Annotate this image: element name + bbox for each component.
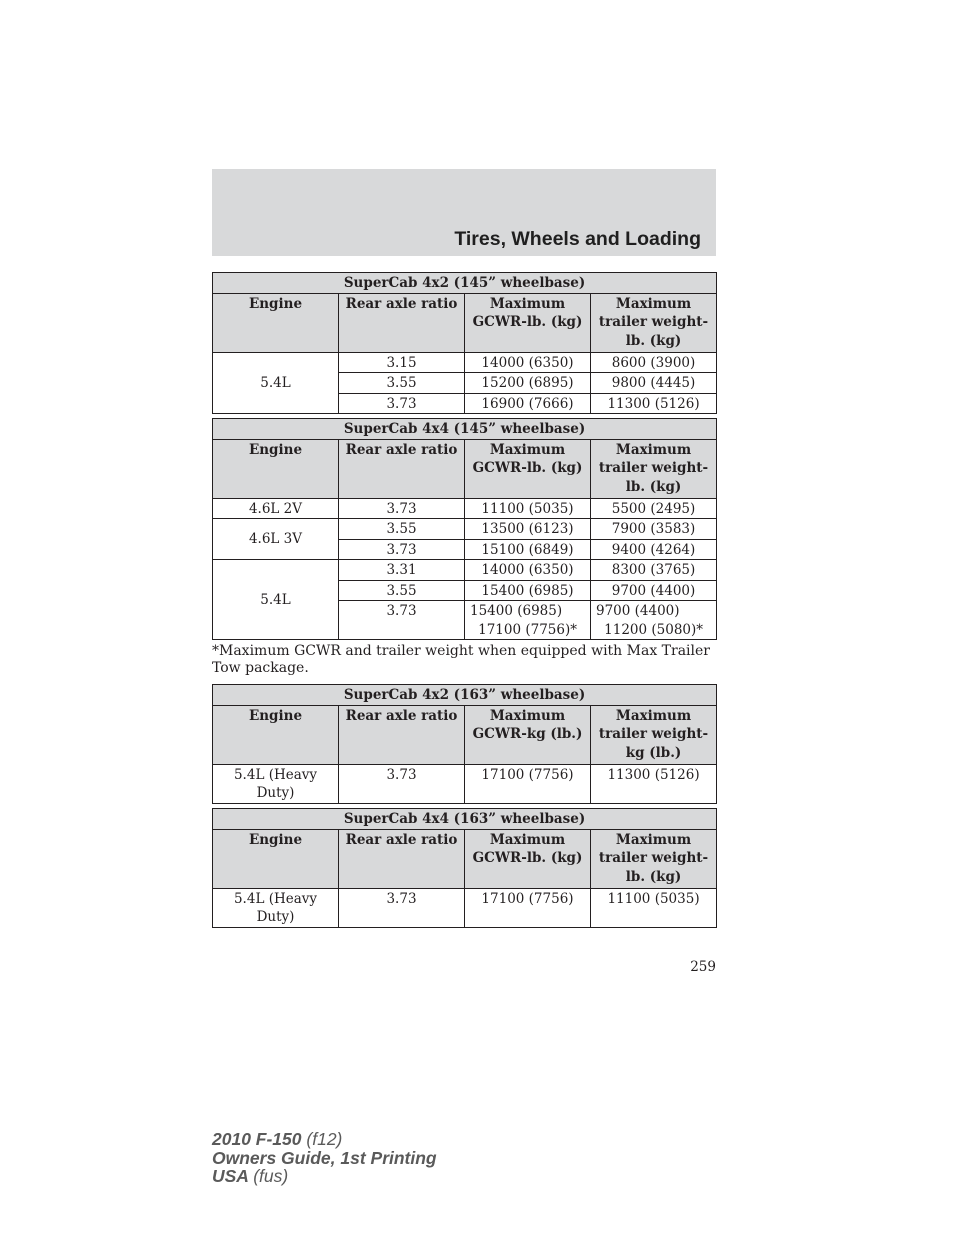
table-row bbox=[213, 519, 717, 540]
column-header: Maximum GCWR-lb. (kg) bbox=[465, 293, 591, 352]
column-header: Maximum trailer weight-kg (lb.) bbox=[591, 705, 717, 764]
ratio-cell: 3.15 bbox=[339, 352, 465, 373]
table-supercab-4x2-145 bbox=[212, 272, 717, 414]
ratio-cell: 3.55 bbox=[339, 519, 465, 540]
trailer-cell: 11300 (5126) bbox=[591, 393, 717, 414]
trailer-cell bbox=[591, 601, 717, 640]
footer-market-code: (fus) bbox=[253, 1166, 289, 1186]
ratio-cell: 3.73 bbox=[339, 393, 465, 414]
footer-model: 2010 F-150 bbox=[212, 1129, 302, 1149]
ratio-cell: 3.73 bbox=[339, 888, 465, 927]
trailer-cell: 7900 (3583) bbox=[591, 519, 717, 540]
ratio-cell: 3.73 bbox=[339, 539, 465, 560]
trailer-cell: 9800 (4445) bbox=[591, 373, 717, 394]
table-caption: SuperCab 4x2 (145” wheelbase) bbox=[213, 273, 717, 294]
column-header: Maximum GCWR-kg (lb.) bbox=[465, 705, 591, 764]
trailer-cell: 8600 (3900) bbox=[591, 352, 717, 373]
gcwr-cell: 17100 (7756) bbox=[465, 764, 591, 803]
gcwr-cell: 14000 (6350) bbox=[465, 352, 591, 373]
engine-cell: 4.6L 3V bbox=[213, 519, 339, 560]
table-row bbox=[213, 888, 717, 927]
trailer-cell: 11100 (5035) bbox=[591, 888, 717, 927]
column-header: Maximum GCWR-lb. (kg) bbox=[465, 439, 591, 498]
gcwr-standard: 15400 (6985) bbox=[470, 603, 563, 619]
trailer-cell: 9400 (4264) bbox=[591, 539, 717, 560]
table-row bbox=[213, 352, 717, 373]
column-header: Rear axle ratio bbox=[339, 439, 465, 498]
footer-model-code: (f12) bbox=[306, 1129, 343, 1149]
section-header-band bbox=[212, 169, 716, 256]
footer-line-edition: Owners Guide, 1st Printing bbox=[212, 1147, 437, 1168]
table-row bbox=[213, 560, 717, 581]
ratio-cell: 3.73 bbox=[339, 601, 465, 640]
engine-cell: 5.4L bbox=[213, 352, 339, 414]
table-caption: SuperCab 4x4 (145” wheelbase) bbox=[213, 419, 717, 440]
gcwr-cell: 13500 (6123) bbox=[465, 519, 591, 540]
column-header: Engine bbox=[213, 293, 339, 352]
column-header: Maximum trailer weight-lb. (kg) bbox=[591, 829, 717, 888]
trailer-standard: 9700 (4400) bbox=[596, 603, 680, 619]
gcwr-cell: 16900 (7666) bbox=[465, 393, 591, 414]
gcwr-cell: 11100 (5035) bbox=[465, 498, 591, 519]
engine-cell: 5.4L bbox=[213, 560, 339, 640]
table-caption: SuperCab 4x2 (163” wheelbase) bbox=[213, 685, 717, 706]
section-title: Tires, Wheels and Loading bbox=[454, 228, 701, 250]
column-header: Engine bbox=[213, 829, 339, 888]
footer-line-model bbox=[212, 1130, 437, 1149]
column-header: Engine bbox=[213, 439, 339, 498]
gcwr-cell bbox=[465, 601, 591, 640]
ratio-cell: 3.31 bbox=[339, 560, 465, 581]
gcwr-cell: 15200 (6895) bbox=[465, 373, 591, 394]
footer-market: USA bbox=[212, 1166, 249, 1186]
trailer-cell: 8300 (3765) bbox=[591, 560, 717, 581]
page-number: 259 bbox=[690, 959, 716, 975]
table-caption: SuperCab 4x4 (163” wheelbase) bbox=[213, 809, 717, 830]
trailer-max-tow: 11200 (5080)* bbox=[604, 621, 704, 638]
gcwr-cell: 15400 (6985) bbox=[465, 580, 591, 601]
column-header: Rear axle ratio bbox=[339, 293, 465, 352]
column-header: Rear axle ratio bbox=[339, 705, 465, 764]
column-header: Engine bbox=[213, 705, 339, 764]
table-row bbox=[213, 498, 717, 519]
engine-cell: 5.4L (Heavy Duty) bbox=[213, 764, 339, 803]
footnote: *Maximum GCWR and trailer weight when equipped with Max Trailer Tow package. bbox=[212, 643, 710, 676]
gcwr-cell: 14000 (6350) bbox=[465, 560, 591, 581]
table-supercab-4x4-145 bbox=[212, 418, 717, 640]
gcwr-cell: 15100 (6849) bbox=[465, 539, 591, 560]
table-supercab-4x2-163 bbox=[212, 684, 717, 804]
gcwr-max-tow: 17100 (7756)* bbox=[478, 621, 577, 638]
engine-cell: 5.4L (Heavy Duty) bbox=[213, 888, 339, 927]
document-footer bbox=[212, 1130, 437, 1186]
column-header: Maximum trailer weight-lb. (kg) bbox=[591, 293, 717, 352]
ratio-cell: 3.55 bbox=[339, 580, 465, 601]
ratio-cell: 3.73 bbox=[339, 498, 465, 519]
gcwr-cell: 17100 (7756) bbox=[465, 888, 591, 927]
ratio-cell: 3.55 bbox=[339, 373, 465, 394]
trailer-cell: 5500 (2495) bbox=[591, 498, 717, 519]
footer-line-market bbox=[212, 1167, 437, 1186]
table-row bbox=[213, 764, 717, 803]
trailer-cell: 9700 (4400) bbox=[591, 580, 717, 601]
column-header: Rear axle ratio bbox=[339, 829, 465, 888]
column-header: Maximum trailer weight-lb. (kg) bbox=[591, 439, 717, 498]
ratio-cell: 3.73 bbox=[339, 764, 465, 803]
engine-cell: 4.6L 2V bbox=[213, 498, 339, 519]
trailer-cell: 11300 (5126) bbox=[591, 764, 717, 803]
column-header: Maximum GCWR-lb. (kg) bbox=[465, 829, 591, 888]
table-supercab-4x4-163 bbox=[212, 808, 717, 928]
